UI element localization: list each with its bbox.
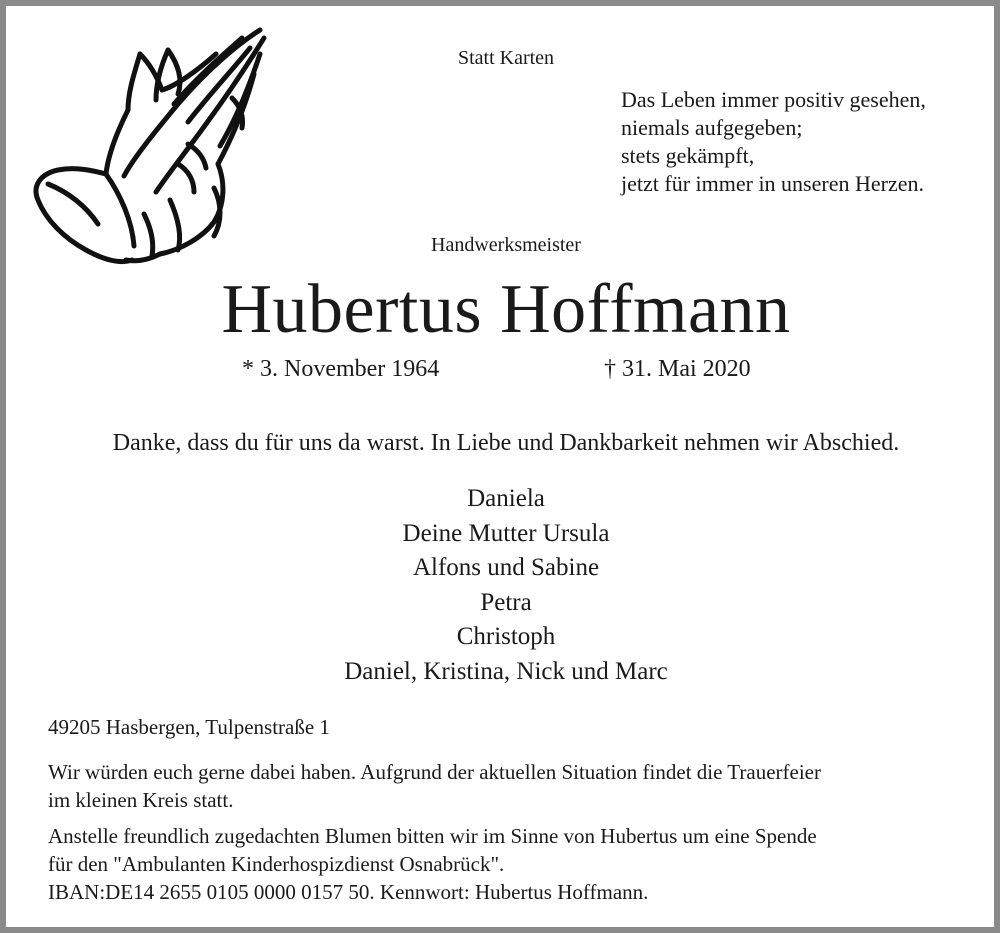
mourners-list — [6, 482, 1000, 689]
donation-line: Anstelle freundlich zugedachten Blumen bitten wir im Sinne von Hubertus um eine Spende — [48, 824, 817, 848]
farewell-message: Danke, dass du für uns da warst. In Liebe und Dankbarkeit nehmen wir Abschied. — [112, 430, 900, 456]
mourner-name: Petra — [480, 588, 532, 616]
death-date: † 31. Mai 2020 — [604, 356, 751, 382]
mourner-name: Daniel, Kristina, Nick und Marc — [344, 657, 668, 685]
mourner-name: Christoph — [456, 623, 556, 650]
poem-line: jetzt für immer in unseren Herzen. — [621, 171, 924, 196]
mourner-name: Deine Mutter Ursula — [402, 519, 610, 547]
praying-hands-icon — [28, 24, 268, 274]
ceremony-line: im kleinen Kreis statt. — [48, 788, 234, 812]
poem-line: niemals aufgegeben; — [621, 115, 803, 140]
donation-notice — [48, 822, 973, 906]
family-address: 49205 Hasbergen, Tulpenstraße 1 — [48, 715, 330, 739]
ceremony-line: Wir würden euch gerne dabei haben. Aufgrund der aktuellen Situation findet die Trauerfeier — [48, 760, 821, 784]
iban-line: IBAN:DE14 2655 0105 0000 0157 50. Kennwort: Hubertus Hoffmann. — [48, 880, 649, 904]
statt-karten-label: Statt Karten — [457, 47, 555, 69]
memorial-poem — [621, 86, 991, 198]
ceremony-notice — [48, 758, 973, 814]
mourner-name: Daniela — [467, 485, 545, 512]
occupation-title: Handwerksmeister — [431, 234, 581, 256]
poem-line: Das Leben immer positiv gesehen, — [621, 87, 926, 112]
mourner-name: Alfons und Sabine — [412, 554, 600, 581]
deceased-name: Hubertus Hoffmann — [221, 271, 791, 348]
birth-date: * 3. November 1964 — [242, 356, 440, 382]
poem-line: stets gekämpft, — [621, 143, 755, 168]
donation-line: für den "Ambulanten Kinderhospizdienst Osnabrück". — [48, 852, 505, 876]
